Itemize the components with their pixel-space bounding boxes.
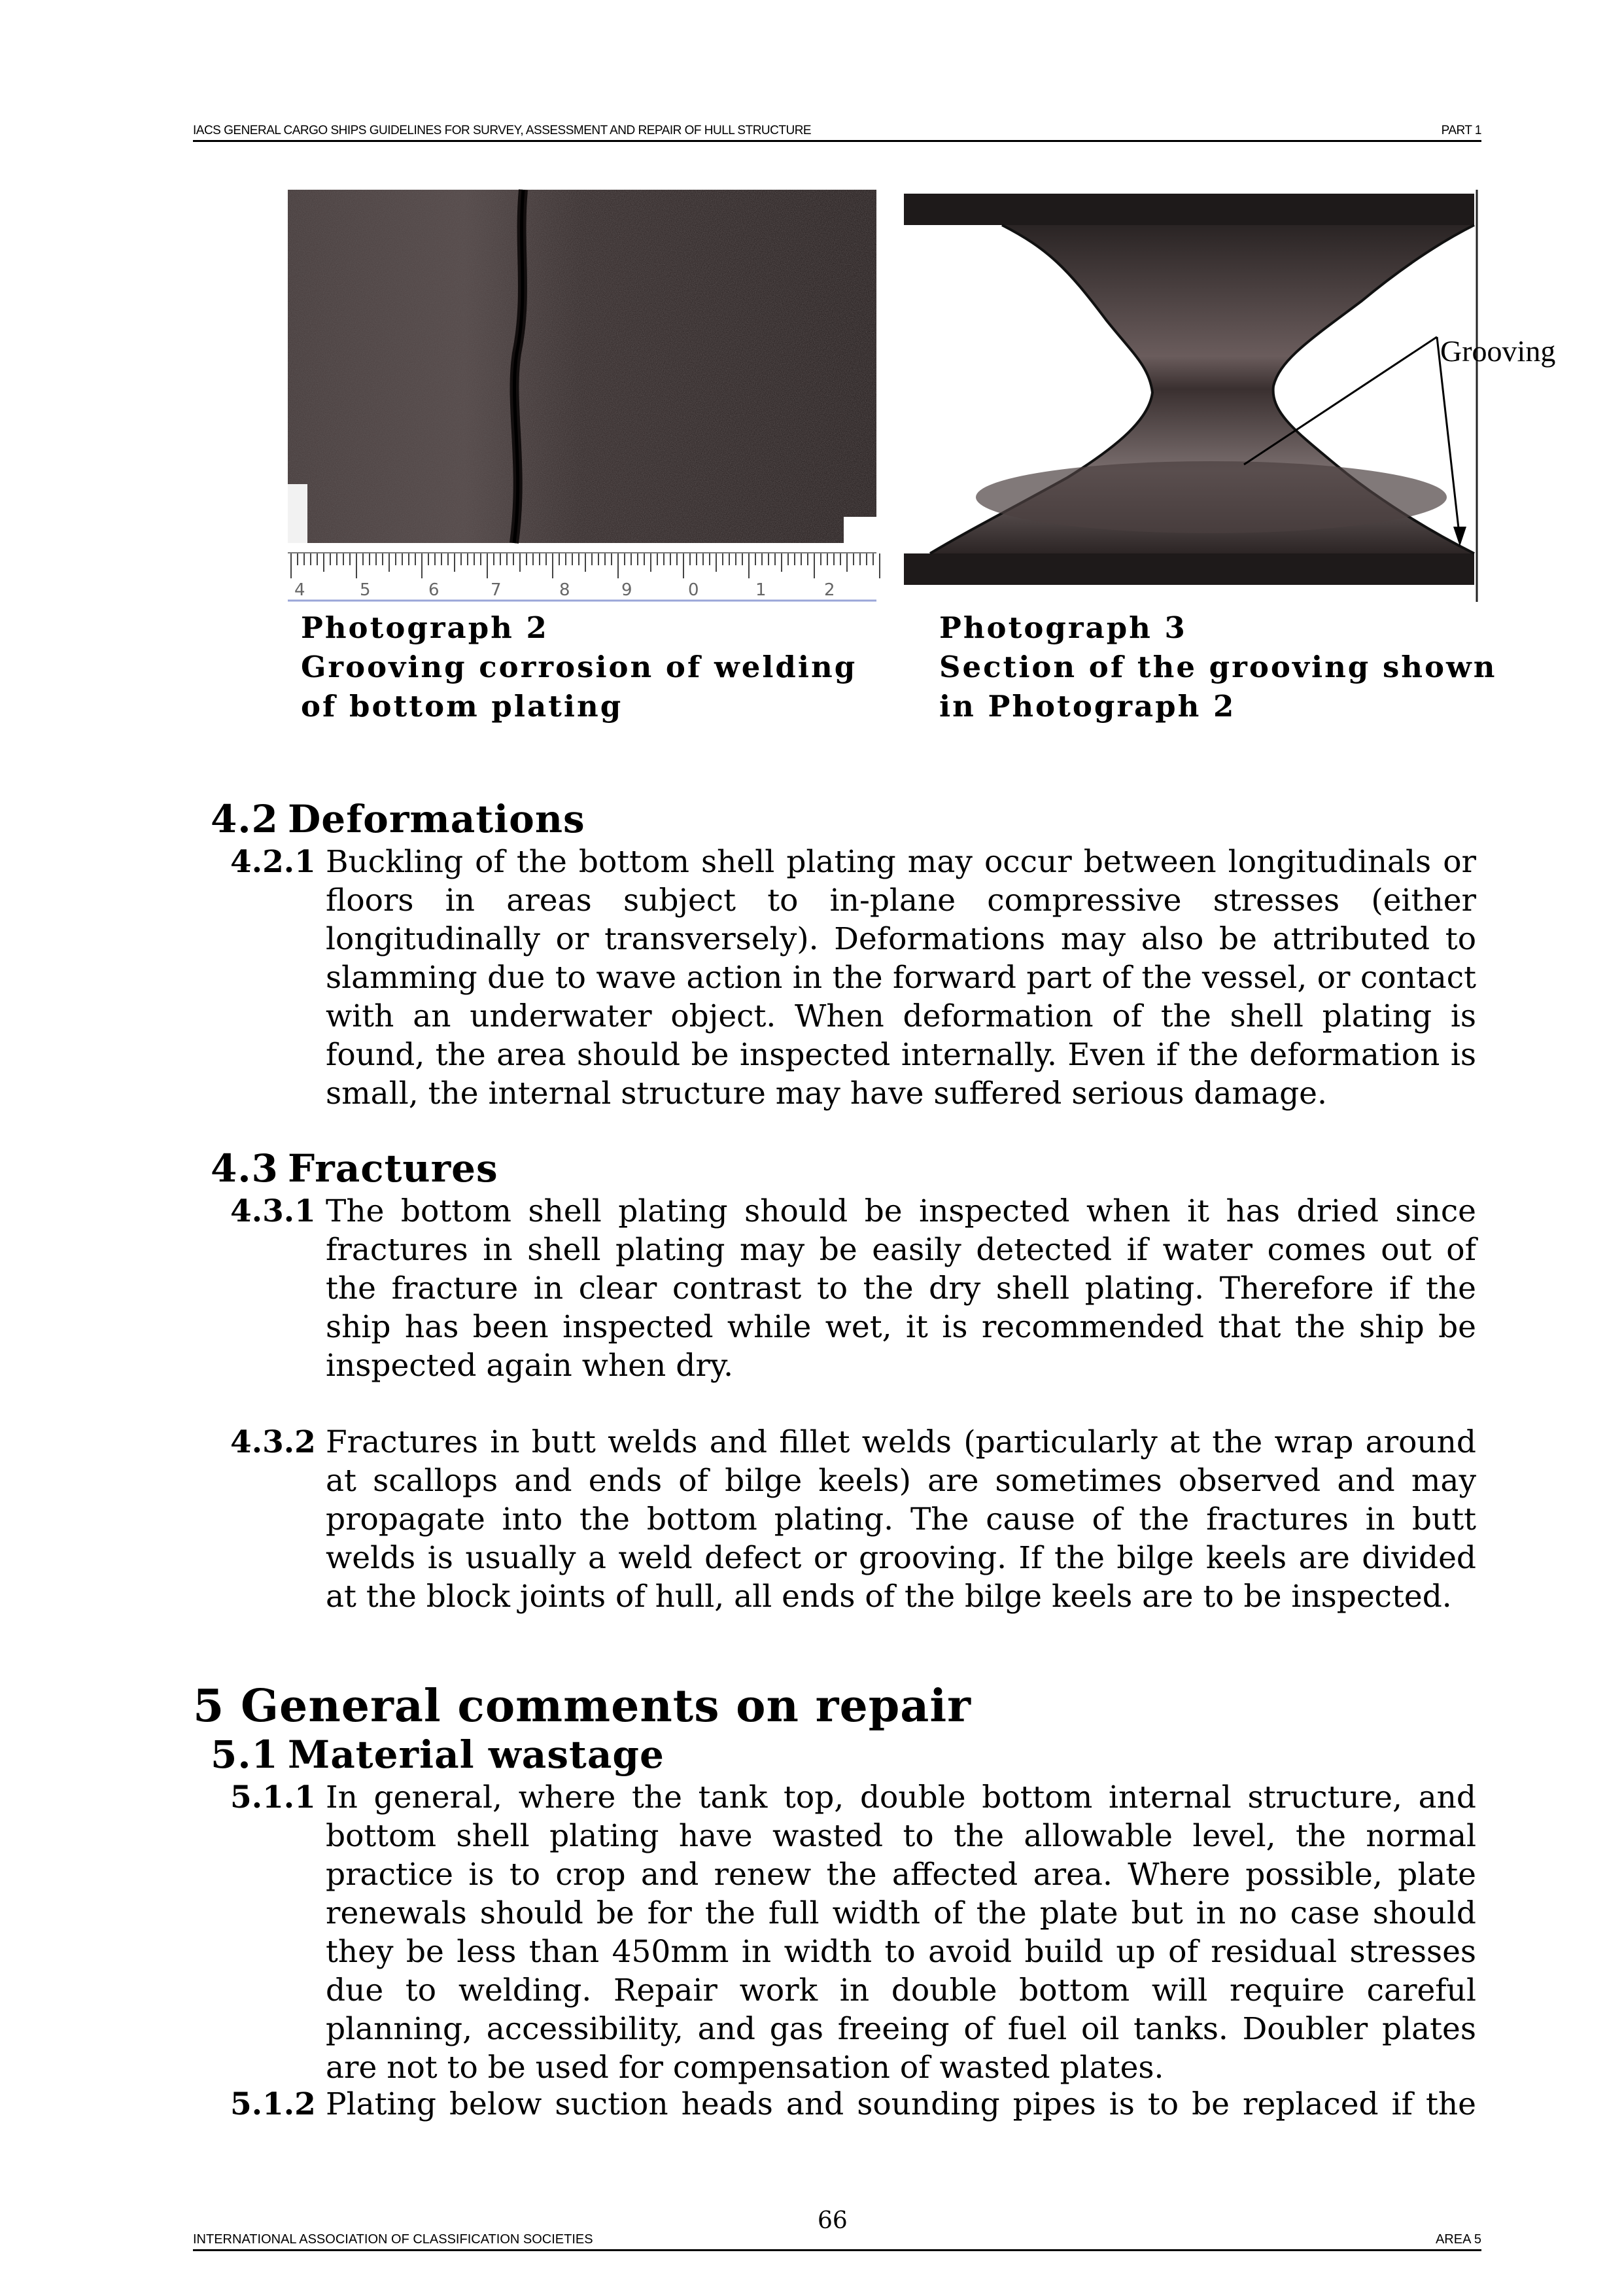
paragraph-4-2-1 xyxy=(230,843,1476,1113)
paragraph-5-1-2 xyxy=(230,2085,1476,2124)
page-header xyxy=(193,118,1481,142)
section-title: Material wastage xyxy=(288,1732,665,1777)
paragraph-text: In general, where the tank top, double bottom internal structure, and bottom shell plating have wasted to the allowable level, the normal practice is to crop and renew the affected area. Where possible, plate renewals should be for the full width of the plate but in no case should they be less than 450mm in width to avoid build up of residual stresses due to welding. Repair work in double bottom will require careful planning, accessibility, and gas freeing of fuel oil tanks. Doubler plates are not to be used for compensation of wasted plates. xyxy=(326,1779,1476,2086)
section-heading xyxy=(211,1146,498,1191)
scale-number: 2 xyxy=(824,580,835,600)
paragraph-number: 4.2.1 xyxy=(230,844,316,880)
paragraph-number: 5.1.1 xyxy=(230,1779,316,1815)
section-number: 5.1 xyxy=(211,1732,279,1777)
paragraph-text: Fractures in butt welds and fillet welds (particularly at the wrap around at scallops and ends of bilge keels) are sometimes observed and may propagate into the bottom plating. The cause of the fractures in butt welds is usually a weld defect or grooving. If the bilge keels are divided at the block joints of hull, all ends of the bilge keels are to be inspected. xyxy=(326,1424,1476,1615)
photograph-3 xyxy=(904,190,1556,602)
paragraph-number: 4.3.1 xyxy=(230,1193,316,1229)
scale-number: 5 xyxy=(360,580,371,600)
paragraph-number: 5.1.2 xyxy=(230,2086,316,2122)
section-heading xyxy=(211,797,585,841)
section-title: Fractures xyxy=(288,1146,498,1191)
scale-number: 8 xyxy=(559,580,570,600)
paragraph-text: Buckling of the bottom shell plating may occur between longitudinals or floors in areas subject to in-plane compressive stresses (either longitudinally or transversely). Deformations may also be attributed to slamming due to wave action in the forward part of the vessel, or contact with an underwater object. When deformation of the shell plating is found, the area should be inspected internally. Even if the deformation is small, the internal structure may have suffered serious damage. xyxy=(326,844,1476,1112)
section-number: 4.2 xyxy=(211,797,279,841)
caption-line: Section of the grooving shown xyxy=(939,650,1497,684)
page-number: 66 xyxy=(818,2207,848,2234)
grooving-corrosion-photo xyxy=(288,190,876,608)
header-title: IACS GENERAL CARGO SHIPS GUIDELINES FOR SURVEY, ASSESSMENT AND REPAIR OF HULL STRUCTURE xyxy=(193,124,812,137)
section-heading xyxy=(211,1732,665,1777)
paragraph-4-3-1 xyxy=(230,1192,1476,1385)
caption-line: in Photograph 2 xyxy=(939,689,1236,724)
photograph-2 xyxy=(288,190,876,608)
scale-number: 9 xyxy=(621,580,632,600)
paragraph-text: Plating below suction heads and sounding pipes is to be replaced if the xyxy=(326,2086,1476,2122)
caption-line: of bottom plating xyxy=(301,689,623,724)
page-footer xyxy=(193,2207,1481,2251)
paragraph-4-3-2 xyxy=(230,1423,1476,1616)
caption-line: Photograph 3 xyxy=(939,610,1187,645)
paragraph-number: 4.3.2 xyxy=(230,1424,316,1460)
grooving-section-photo xyxy=(904,190,1556,602)
footer-organisation: INTERNATIONAL ASSOCIATION OF CLASSIFICATION SOCIETIES xyxy=(193,2232,593,2247)
caption-line: Photograph 2 xyxy=(301,610,549,645)
scale-number: 0 xyxy=(688,580,699,600)
scale-number: 7 xyxy=(491,580,502,600)
paragraph-5-1-1 xyxy=(230,1778,1476,2087)
grooving-label: Grooving xyxy=(1440,334,1556,368)
section-title: Deformations xyxy=(288,797,585,841)
photograph-3-caption xyxy=(939,608,1496,726)
caption-line: Grooving corrosion of welding xyxy=(301,650,857,684)
scale-number: 4 xyxy=(294,580,305,600)
scale-number: 6 xyxy=(428,580,440,600)
footer-area: AREA 5 xyxy=(1435,2232,1481,2247)
photograph-2-caption xyxy=(301,608,857,726)
paragraph-text: The bottom shell plating should be inspected when it has dried since fractures in shell plating may be easily detected if water comes out of the fracture in clear contrast to the dry shell plating. Therefore if the ship has been inspected while wet, it is recommended that the ship be inspected again when dry. xyxy=(326,1193,1476,1384)
scale-number: 1 xyxy=(755,580,767,600)
section-number: 4.3 xyxy=(211,1146,279,1191)
header-part: PART 1 xyxy=(1441,124,1481,137)
chapter-heading: 5 General comments on repair xyxy=(193,1680,971,1732)
